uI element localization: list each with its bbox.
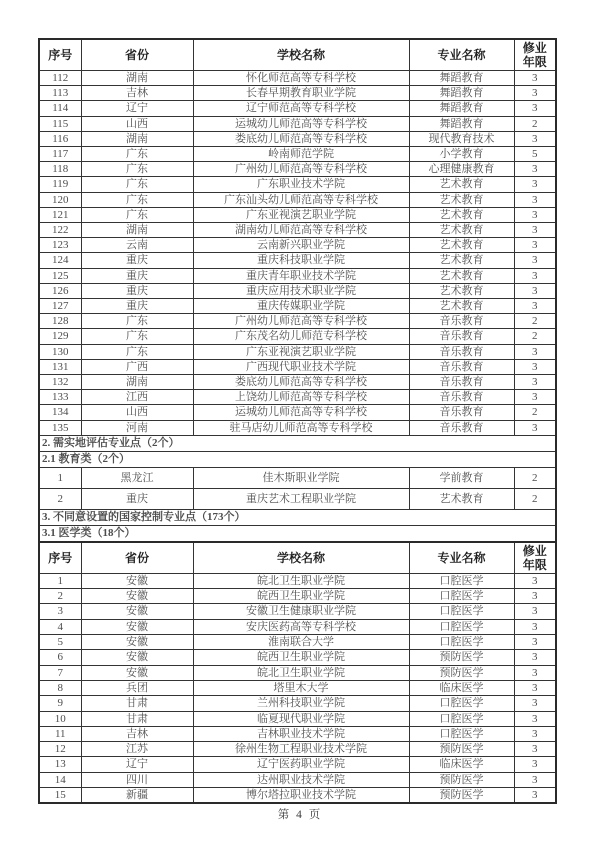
cell-province: 江西	[81, 390, 193, 405]
cell-no: 121	[39, 207, 81, 222]
table-row	[39, 238, 556, 253]
cell-years: 3	[514, 299, 556, 314]
column-header-years: 修业年限	[514, 39, 556, 71]
cell-major: 艺术教育	[409, 488, 514, 509]
cell-major: 口腔医学	[409, 635, 514, 650]
table-row	[39, 207, 556, 222]
cell-school: 佳木斯职业学院	[193, 467, 409, 488]
cell-province: 甘肃	[81, 711, 193, 726]
cell-major: 音乐教育	[409, 344, 514, 359]
cell-years: 3	[514, 742, 556, 757]
cell-major: 口腔医学	[409, 696, 514, 711]
table3-header	[39, 542, 556, 574]
cell-province: 广东	[81, 177, 193, 192]
cell-province: 山西	[81, 116, 193, 131]
cell-province: 吉林	[81, 86, 193, 101]
section-2-title: 2. 需实地评估专业点（2个）	[39, 435, 556, 451]
cell-major: 口腔医学	[409, 604, 514, 619]
column-header-no: 序号	[39, 39, 81, 71]
cell-years: 3	[514, 573, 556, 588]
cell-years: 2	[514, 488, 556, 509]
cell-major: 舞蹈教育	[409, 101, 514, 116]
cell-school: 重庆艺术工程职业学院	[193, 488, 409, 509]
table-row	[39, 589, 556, 604]
table-row	[39, 711, 556, 726]
table-row	[39, 604, 556, 619]
cell-province: 广东	[81, 329, 193, 344]
cell-major: 口腔医学	[409, 726, 514, 741]
cell-no: 130	[39, 344, 81, 359]
cell-no: 8	[39, 680, 81, 695]
cell-major: 口腔医学	[409, 573, 514, 588]
cell-school: 临夏现代职业学院	[193, 711, 409, 726]
cell-school: 湖南幼儿师范高等专科学校	[193, 223, 409, 238]
table-row	[39, 359, 556, 374]
cell-school: 运城幼儿师范高等专科学校	[193, 405, 409, 420]
cell-major: 预防医学	[409, 742, 514, 757]
cell-school: 广东茂名幼儿师范专科学校	[193, 329, 409, 344]
cell-major: 音乐教育	[409, 359, 514, 374]
cell-school: 云南新兴职业学院	[193, 238, 409, 253]
cell-years: 3	[514, 86, 556, 101]
header-row	[39, 542, 556, 574]
cell-major: 心理健康教育	[409, 162, 514, 177]
cell-province: 黑龙江	[81, 467, 193, 488]
cell-major: 音乐教育	[409, 375, 514, 390]
header-row	[39, 39, 556, 71]
cell-no: 113	[39, 86, 81, 101]
cell-years: 3	[514, 162, 556, 177]
table1-header	[39, 39, 556, 71]
table-row	[39, 665, 556, 680]
cell-years: 3	[514, 788, 556, 804]
cell-no: 126	[39, 283, 81, 298]
cell-major: 预防医学	[409, 788, 514, 804]
cell-no: 128	[39, 314, 81, 329]
cell-no: 118	[39, 162, 81, 177]
cell-no: 124	[39, 253, 81, 268]
cell-years: 3	[514, 772, 556, 787]
cell-school: 塔里木大学	[193, 680, 409, 695]
cell-major: 预防医学	[409, 772, 514, 787]
section-row	[39, 525, 556, 542]
cell-years: 3	[514, 726, 556, 741]
cell-school: 皖西卫生职业学院	[193, 650, 409, 665]
cell-province: 湖南	[81, 223, 193, 238]
cell-province: 安徽	[81, 573, 193, 588]
cell-major: 音乐教育	[409, 314, 514, 329]
cell-years: 3	[514, 253, 556, 268]
table1-body	[39, 71, 556, 436]
cell-years: 3	[514, 177, 556, 192]
column-header-school: 学校名称	[193, 542, 409, 574]
cell-major: 艺术教育	[409, 253, 514, 268]
table-row	[39, 344, 556, 359]
cell-major: 现代教育技术	[409, 131, 514, 146]
cell-school: 运城幼儿师范高等专科学校	[193, 116, 409, 131]
cell-school: 广西现代职业技术学院	[193, 359, 409, 374]
cell-province: 吉林	[81, 726, 193, 741]
cell-province: 江苏	[81, 742, 193, 757]
table2-body	[39, 467, 556, 509]
cell-school: 皖北卫生职业学院	[193, 573, 409, 588]
cell-no: 10	[39, 711, 81, 726]
cell-major: 艺术教育	[409, 207, 514, 222]
cell-province: 安徽	[81, 589, 193, 604]
section-3-title: 3. 不同意设置的国家控制专业点（173个）	[39, 509, 556, 525]
cell-school: 娄底幼儿师范高等专科学校	[193, 131, 409, 146]
cell-school: 娄底幼儿师范高等专科学校	[193, 375, 409, 390]
cell-years: 3	[514, 207, 556, 222]
cell-province: 重庆	[81, 299, 193, 314]
table-row	[39, 696, 556, 711]
cell-province: 广东	[81, 147, 193, 162]
cell-no: 3	[39, 604, 81, 619]
cell-no: 120	[39, 192, 81, 207]
table-row	[39, 131, 556, 146]
cell-years: 3	[514, 589, 556, 604]
cell-school: 广东亚视演艺职业学院	[193, 207, 409, 222]
table-row	[39, 757, 556, 772]
cell-major: 艺术教育	[409, 268, 514, 283]
cell-school: 辽宁师范高等专科学校	[193, 101, 409, 116]
cell-school: 驻马店幼儿师范高等专科学校	[193, 420, 409, 435]
cell-school: 徐州生物工程职业技术学院	[193, 742, 409, 757]
cell-no: 127	[39, 299, 81, 314]
cell-years: 3	[514, 619, 556, 634]
cell-major: 预防医学	[409, 650, 514, 665]
cell-major: 口腔医学	[409, 589, 514, 604]
cell-province: 安徽	[81, 619, 193, 634]
cell-no: 1	[39, 573, 81, 588]
cell-years: 3	[514, 268, 556, 283]
cell-years: 3	[514, 359, 556, 374]
table-row	[39, 223, 556, 238]
cell-no: 5	[39, 635, 81, 650]
cell-province: 新疆	[81, 788, 193, 804]
cell-province: 广东	[81, 162, 193, 177]
table-row	[39, 488, 556, 509]
cell-years: 2	[514, 314, 556, 329]
table-row	[39, 635, 556, 650]
table-row	[39, 680, 556, 695]
cell-no: 9	[39, 696, 81, 711]
table-row	[39, 390, 556, 405]
table-row	[39, 619, 556, 634]
cell-school: 岭南师范学院	[193, 147, 409, 162]
cell-years: 3	[514, 390, 556, 405]
cell-no: 6	[39, 650, 81, 665]
cell-school: 博尔塔拉职业技术学院	[193, 788, 409, 804]
cell-major: 艺术教育	[409, 192, 514, 207]
cell-no: 125	[39, 268, 81, 283]
section-3-group	[39, 509, 556, 542]
column-header-major: 专业名称	[409, 542, 514, 574]
table-row	[39, 573, 556, 588]
cell-years: 3	[514, 223, 556, 238]
cell-years: 3	[514, 696, 556, 711]
cell-no: 117	[39, 147, 81, 162]
cell-school: 广州幼儿师范高等专科学校	[193, 162, 409, 177]
table-row	[39, 314, 556, 329]
cell-major: 临床医学	[409, 680, 514, 695]
table-row	[39, 742, 556, 757]
cell-school: 达州职业技术学院	[193, 772, 409, 787]
section-3-1-title: 3.1 医学类（18个）	[39, 525, 556, 542]
cell-province: 广西	[81, 359, 193, 374]
cell-years: 3	[514, 604, 556, 619]
cell-province: 湖南	[81, 131, 193, 146]
table-row	[39, 86, 556, 101]
table-row	[39, 405, 556, 420]
table-row	[39, 726, 556, 741]
cell-years: 3	[514, 238, 556, 253]
cell-no: 4	[39, 619, 81, 634]
table-row	[39, 329, 556, 344]
cell-province: 云南	[81, 238, 193, 253]
cell-major: 小学教育	[409, 147, 514, 162]
cell-province: 广东	[81, 207, 193, 222]
cell-years: 3	[514, 650, 556, 665]
cell-major: 艺术教育	[409, 238, 514, 253]
column-header-years: 修业年限	[514, 542, 556, 574]
cell-province: 湖南	[81, 375, 193, 390]
table-row	[39, 253, 556, 268]
section-2-1-title: 2.1 教育类（2个）	[39, 451, 556, 467]
cell-province: 重庆	[81, 268, 193, 283]
cell-years: 3	[514, 283, 556, 298]
cell-no: 122	[39, 223, 81, 238]
cell-major: 音乐教育	[409, 329, 514, 344]
cell-major: 音乐教育	[409, 420, 514, 435]
table-row	[39, 71, 556, 86]
cell-no: 123	[39, 238, 81, 253]
cell-major: 学前教育	[409, 467, 514, 488]
column-header-no: 序号	[39, 542, 81, 574]
cell-years: 2	[514, 329, 556, 344]
cell-years: 3	[514, 192, 556, 207]
cell-school: 皖西卫生职业学院	[193, 589, 409, 604]
cell-school: 安徽卫生健康职业学院	[193, 604, 409, 619]
cell-school: 兰州科技职业学院	[193, 696, 409, 711]
cell-province: 广东	[81, 344, 193, 359]
cell-years: 2	[514, 116, 556, 131]
cell-major: 艺术教育	[409, 283, 514, 298]
cell-years: 3	[514, 375, 556, 390]
table-row	[39, 283, 556, 298]
cell-years: 2	[514, 405, 556, 420]
cell-no: 114	[39, 101, 81, 116]
cell-no: 133	[39, 390, 81, 405]
cell-major: 音乐教育	[409, 390, 514, 405]
cell-years: 5	[514, 147, 556, 162]
cell-major: 艺术教育	[409, 223, 514, 238]
column-header-major: 专业名称	[409, 39, 514, 71]
section-row	[39, 509, 556, 525]
table-row	[39, 375, 556, 390]
column-header-school: 学校名称	[193, 39, 409, 71]
cell-no: 134	[39, 405, 81, 420]
approval-results-table	[38, 38, 557, 804]
cell-province: 河南	[81, 420, 193, 435]
table-row	[39, 420, 556, 435]
table-row	[39, 192, 556, 207]
cell-province: 广东	[81, 314, 193, 329]
table-row	[39, 147, 556, 162]
cell-school: 广东亚视演艺职业学院	[193, 344, 409, 359]
cell-major: 预防医学	[409, 665, 514, 680]
cell-school: 吉林职业技术学院	[193, 726, 409, 741]
cell-years: 3	[514, 665, 556, 680]
cell-years: 2	[514, 467, 556, 488]
cell-major: 音乐教育	[409, 405, 514, 420]
cell-province: 甘肃	[81, 696, 193, 711]
section-2-group	[39, 435, 556, 467]
cell-years: 3	[514, 635, 556, 650]
section-row	[39, 451, 556, 467]
cell-school: 皖北卫生职业学院	[193, 665, 409, 680]
cell-no: 132	[39, 375, 81, 390]
section-row	[39, 435, 556, 451]
cell-years: 3	[514, 71, 556, 86]
table-row	[39, 299, 556, 314]
cell-no: 2	[39, 589, 81, 604]
cell-no: 12	[39, 742, 81, 757]
cell-major: 艺术教育	[409, 177, 514, 192]
table-row	[39, 650, 556, 665]
table-row	[39, 467, 556, 488]
cell-school: 重庆青年职业技术学院	[193, 268, 409, 283]
cell-major: 临床医学	[409, 757, 514, 772]
cell-school: 淮南联合大学	[193, 635, 409, 650]
cell-school: 辽宁医药职业学院	[193, 757, 409, 772]
cell-years: 3	[514, 420, 556, 435]
cell-major: 舞蹈教育	[409, 86, 514, 101]
cell-no: 129	[39, 329, 81, 344]
cell-province: 重庆	[81, 488, 193, 509]
cell-no: 7	[39, 665, 81, 680]
cell-province: 重庆	[81, 283, 193, 298]
cell-province: 安徽	[81, 635, 193, 650]
cell-no: 14	[39, 772, 81, 787]
cell-province: 辽宁	[81, 101, 193, 116]
cell-no: 116	[39, 131, 81, 146]
cell-school: 重庆传媒职业学院	[193, 299, 409, 314]
cell-major: 舞蹈教育	[409, 71, 514, 86]
cell-no: 2	[39, 488, 81, 509]
cell-province: 湖南	[81, 71, 193, 86]
cell-school: 广州幼儿师范高等专科学校	[193, 314, 409, 329]
cell-school: 重庆科技职业学院	[193, 253, 409, 268]
cell-years: 3	[514, 101, 556, 116]
cell-province: 安徽	[81, 650, 193, 665]
table-row	[39, 101, 556, 116]
cell-school: 重庆应用技术职业学院	[193, 283, 409, 298]
cell-province: 广东	[81, 192, 193, 207]
cell-no: 131	[39, 359, 81, 374]
cell-school: 怀化师范高等专科学校	[193, 71, 409, 86]
column-header-province: 省份	[81, 542, 193, 574]
table3-body	[39, 573, 556, 803]
cell-no: 15	[39, 788, 81, 804]
cell-years: 3	[514, 711, 556, 726]
cell-years: 3	[514, 680, 556, 695]
cell-school: 广东职业技术学院	[193, 177, 409, 192]
table-row	[39, 788, 556, 804]
cell-province: 辽宁	[81, 757, 193, 772]
cell-province: 山西	[81, 405, 193, 420]
table-row	[39, 116, 556, 131]
cell-province: 安徽	[81, 604, 193, 619]
cell-province: 重庆	[81, 253, 193, 268]
table-row	[39, 177, 556, 192]
cell-no: 1	[39, 467, 81, 488]
cell-school: 安庆医药高等专科学校	[193, 619, 409, 634]
cell-major: 口腔医学	[409, 619, 514, 634]
cell-major: 口腔医学	[409, 711, 514, 726]
page-number: 第 4 页	[277, 809, 323, 821]
cell-school: 上饶幼儿师范高等专科学校	[193, 390, 409, 405]
cell-province: 安徽	[81, 665, 193, 680]
table-row	[39, 268, 556, 283]
cell-province: 四川	[81, 772, 193, 787]
cell-years: 3	[514, 131, 556, 146]
cell-province: 兵团	[81, 680, 193, 695]
cell-no: 135	[39, 420, 81, 435]
cell-no: 115	[39, 116, 81, 131]
cell-school: 长春早期教育职业学院	[193, 86, 409, 101]
cell-no: 119	[39, 177, 81, 192]
cell-school: 广东汕头幼儿师范高等专科学校	[193, 192, 409, 207]
cell-no: 11	[39, 726, 81, 741]
cell-no: 13	[39, 757, 81, 772]
cell-years: 3	[514, 757, 556, 772]
cell-no: 112	[39, 71, 81, 86]
cell-major: 舞蹈教育	[409, 116, 514, 131]
table-row	[39, 162, 556, 177]
cell-years: 3	[514, 344, 556, 359]
column-header-province: 省份	[81, 39, 193, 71]
table-row	[39, 772, 556, 787]
cell-major: 艺术教育	[409, 299, 514, 314]
